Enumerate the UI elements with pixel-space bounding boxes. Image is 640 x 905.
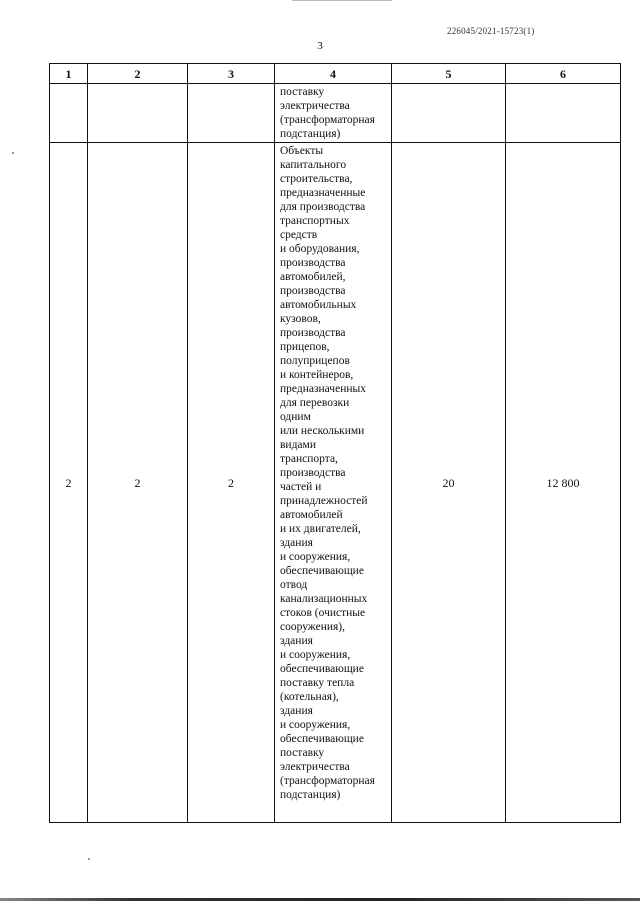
description-line: предназначенных (280, 383, 366, 395)
cell-description (275, 84, 392, 143)
cell-col6: 12 800 (506, 143, 621, 823)
description-line: частей и (280, 481, 322, 493)
description-line: отвод (280, 579, 308, 591)
description-line: и контейнеров, (280, 369, 354, 381)
description-line: или несколькими (280, 425, 365, 437)
column-header-3: 3 (188, 64, 275, 84)
description-line: производства (280, 285, 346, 297)
scan-speck (12, 152, 14, 154)
description-line: поставку (280, 747, 325, 759)
description-line: автомобилей (280, 509, 343, 521)
description-line: сооружения), (280, 621, 346, 633)
description-line: (трансформаторная (280, 775, 375, 787)
description-line: электричества (280, 100, 350, 112)
description-line: для производства (280, 201, 366, 213)
cell-col1: 2 (50, 143, 88, 823)
cell-col3: 2 (188, 143, 275, 823)
cell-col2 (88, 84, 188, 143)
description-line: принадлежностей (280, 495, 368, 507)
description-line: обеспечивающие (280, 565, 364, 577)
description-line: и сооружения, (280, 719, 351, 731)
description-line: капитального (280, 159, 347, 171)
description-line: автомобилей, (280, 271, 346, 283)
cell-col5 (392, 84, 506, 143)
scan-edge-mark (292, 0, 392, 1)
description-line: транспорта, (280, 453, 338, 465)
description-line: электричества (280, 761, 350, 773)
column-header-6: 6 (506, 64, 621, 84)
description-line: и сооружения, (280, 551, 351, 563)
cell-col6 (506, 84, 621, 143)
description-line: канализационных (280, 593, 368, 605)
page-number: 3 (317, 40, 323, 52)
header-row (50, 64, 621, 84)
cell-col5: 20 (392, 143, 506, 823)
description-line: подстанция) (280, 789, 341, 801)
description-line: одним (280, 411, 311, 423)
description-line: кузовов, (280, 313, 321, 325)
description-line: обеспечивающие (280, 733, 364, 745)
description-line: производства (280, 467, 346, 479)
cell-col3 (188, 84, 275, 143)
description-line: подстанция) (280, 128, 341, 140)
description-line: поставку тепла (280, 677, 355, 689)
cell-description (275, 143, 392, 823)
description-line: обеспечивающие (280, 663, 364, 675)
data-table (49, 63, 621, 823)
description-line: здания (280, 635, 313, 647)
description-line: строительства, (280, 173, 353, 185)
description-line: здания (280, 705, 313, 717)
column-header-5: 5 (392, 64, 506, 84)
description-line: прицепов, (280, 341, 330, 353)
scan-bottom-edge (0, 898, 640, 901)
description-line: производства (280, 257, 346, 269)
description-line: производства (280, 327, 346, 339)
description-line: предназначенные (280, 187, 366, 199)
description-line: стоков (очистные (280, 607, 366, 619)
description-line: транспортных (280, 215, 350, 227)
table-row (50, 143, 621, 823)
description-line: и оборудования, (280, 243, 360, 255)
table-row-continuation (50, 84, 621, 143)
cell-col1 (50, 84, 88, 143)
description-line: автомобильных (280, 299, 357, 311)
description-line: средств (280, 229, 318, 241)
column-header-4: 4 (275, 64, 392, 84)
description-line: Объекты (280, 145, 324, 157)
description-line: (котельная), (280, 691, 339, 703)
description-line: видами (280, 439, 316, 451)
cell-col2: 2 (88, 143, 188, 823)
scan-speck (88, 858, 90, 860)
column-header-2: 2 (88, 64, 188, 84)
description-line: и их двигателей, (280, 523, 361, 535)
column-header-1: 1 (50, 64, 88, 84)
document-number: 226045/2021-15723(1) (447, 26, 535, 36)
description-line: для перевозки (280, 397, 350, 409)
description-line: и сооружения, (280, 649, 351, 661)
description-line: (трансформаторная (280, 114, 375, 126)
description-line: поставку (280, 86, 325, 98)
description-line: здания (280, 537, 313, 549)
description-line: полуприцепов (280, 355, 350, 367)
